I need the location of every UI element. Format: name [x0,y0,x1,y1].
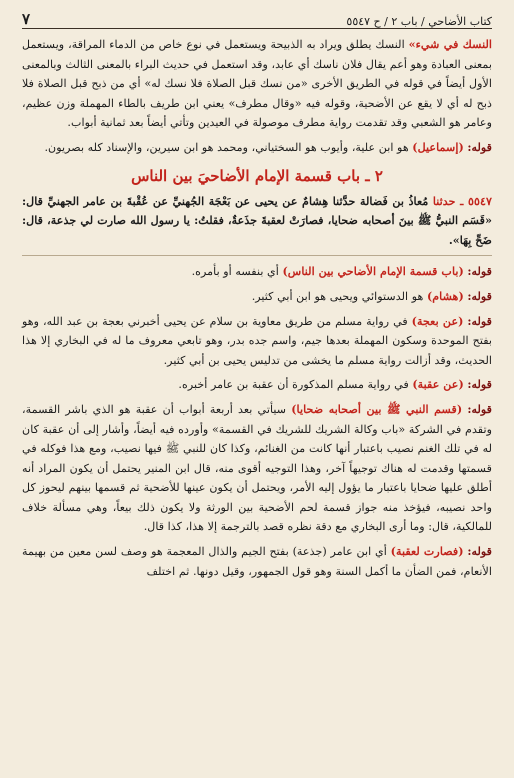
qawl-label: قوله: [467,288,492,303]
commentary-lead: (عن عقبة) [412,377,464,392]
commentary-text: أي ابن عامر (جذعة) بفتح الجيم والذال المعجمة هو وصف لسن معين من بهيمة الأنعام، فمن الضأن ما أكمل السنة وهو قول الجمهور، وقيل دونها. ثم اختلف [22,545,492,578]
qawl-label: قوله: [467,264,492,279]
qawl-label: قوله: [467,544,493,559]
commentary-paragraph [22,312,492,371]
paragraph-lead: النسك في شيء» [408,37,493,51]
paragraph-ismail [22,138,492,158]
commentary-paragraph [22,287,492,307]
commentary-text: هو الدستوائي ويحيى هو ابن أبي كثير. [251,289,427,303]
commentary-text: في رواية مسلم المذكورة أن عقبة بن عامر أخبره. [178,378,413,392]
paragraph-nusuk [22,35,492,133]
running-title: كتاب الأضاحي / باب ٢ / ح ٥٥٤٧ [346,15,492,28]
paragraph-lead: (إسماعيل) [412,139,464,154]
paragraph-text: هو ابن علية، وأيوب هو السختياني، ومحمد هو ابن سيرين، والإسناد كله بصريون. [44,140,413,154]
chapter-title: ٢ ـ باب قسمة الإمام الأضاحيَ بين الناس [131,166,383,185]
qawl-label: قوله: [467,377,492,392]
commentary-paragraph [22,542,492,581]
page-number: ٧ [22,10,31,28]
hadith-haddatha: حدثنا [432,193,456,208]
commentary-paragraph [22,375,492,395]
commentary-text: أي بنفسه أو بأمره. [191,265,283,279]
hadith-body: مُعاذُ بن فَضالة حدَّثنا هِشامٌ عن يحيى عن بَعْجَة الجُهنيِّ عن عُقْبةَ بن عامر الجهنيِّ قال: «قَسَم النبيُّ ﷺ بينَ أصحابه ضحايا، فصارَتْ لعقبةَ جذَعةٌ، فقلتُ: يا رسول الله صارت لي جذعة، قال: ضَحِّ بِهَا». [22,193,492,247]
hadith-text [22,192,492,251]
hadith-number: ٥٥٤٧ ـ [460,193,492,208]
qawl-label: قوله: [467,139,492,154]
commentary-lead: (هشام) [426,288,464,303]
commentary-lead: (فصارت لعقبة) [390,544,464,559]
divider [22,255,492,256]
commentary-lead: (عن بعجة) [411,313,464,328]
commentary-text: في رواية مسلم من طريق معاوية بن سلام عن يحيى أخبرني بعجة بن عبد الله، وهو بفتح الموحدة وسكون المهملة بعدها جيم، واسم جده بدر، وهو تابعي معروف ما له في البخاري إلا هذا الحديث، وقد أزالت رواية مسلم ما يخشى من تدليس يحيى بن أبي كثير. [22,314,492,367]
commentary-text: سيأتي بعد أربعة أبواب أن عقبة هو الذي باشر القسمة، وتقدم في الشركة «باب وكالة الشريك للشريك في القسمة» وأورده فيه أيضاً، وأشار إلى أن عقبة كان له في تلك الغنم نصيب باعتبار أنها كانت من الغنائم، وكذا كان للنبي ﷺ فيها نصيب، ومع هذا فوكله في قسمتها وقدمت له هناك توجيهاً آخر، وهذا التوجيه أقوى منه، قال ابن المنير يحتمل أن يكون المراد أنه أطلق عليها ضحايا باعتبار ما يؤول إليه الأمر، ويحتمل أن يكون عينها للأضحية ثم قسمها بينهم ليحوز كل واحد نصيبه، فيؤخذ منه جواز قسمة لحم الأضحية بين الورثة ولا يكون ذلك بيعاً، وهي مسألة خلاف للمالكية، قال: وما أرى البخاري مع دقة نظره قصد بالترجمة إلا هذا، كذا قال. [22,402,492,534]
qawl-label: قوله: [467,313,492,328]
commentary-lead: (قسم النبي ﷺ بين أصحابه ضحايا) [291,401,463,416]
paragraph-text: النسك يطلق ويراد به الذبيحة ويستعمل في نوع خاص من الدماء المراقة، ويستعمل بمعنى العبادة وهو أعم يقال فلان ناسك أي عابد، وقد استعمل في حديث البراء بالمعنى الثالث وبالمعنى الأول أيضاً في قوله في الطريق الأخرى «من نسك قبل الصلاة فلا نسك له» أي من ذبح قبل الصلاة فلا ذبح له أي لا يقع عن الأضحية، وقوله فيه «وقال مطرف» يعني ابن طريف بالطاء المهملة وزن عظيم، وعامر هو الشعبي وقد تقدمت رواية مطرف موصولة في العيدين وتأتي أيضاً بعد ثمانية أبواب. [22,38,492,130]
commentary-paragraph [22,262,492,282]
commentary-lead: (باب قسمة الإمام الأضاحي بين الناس) [282,264,464,279]
page-header [22,8,492,29]
commentary-paragraph [22,400,492,537]
qawl-label: قوله: [467,401,492,416]
